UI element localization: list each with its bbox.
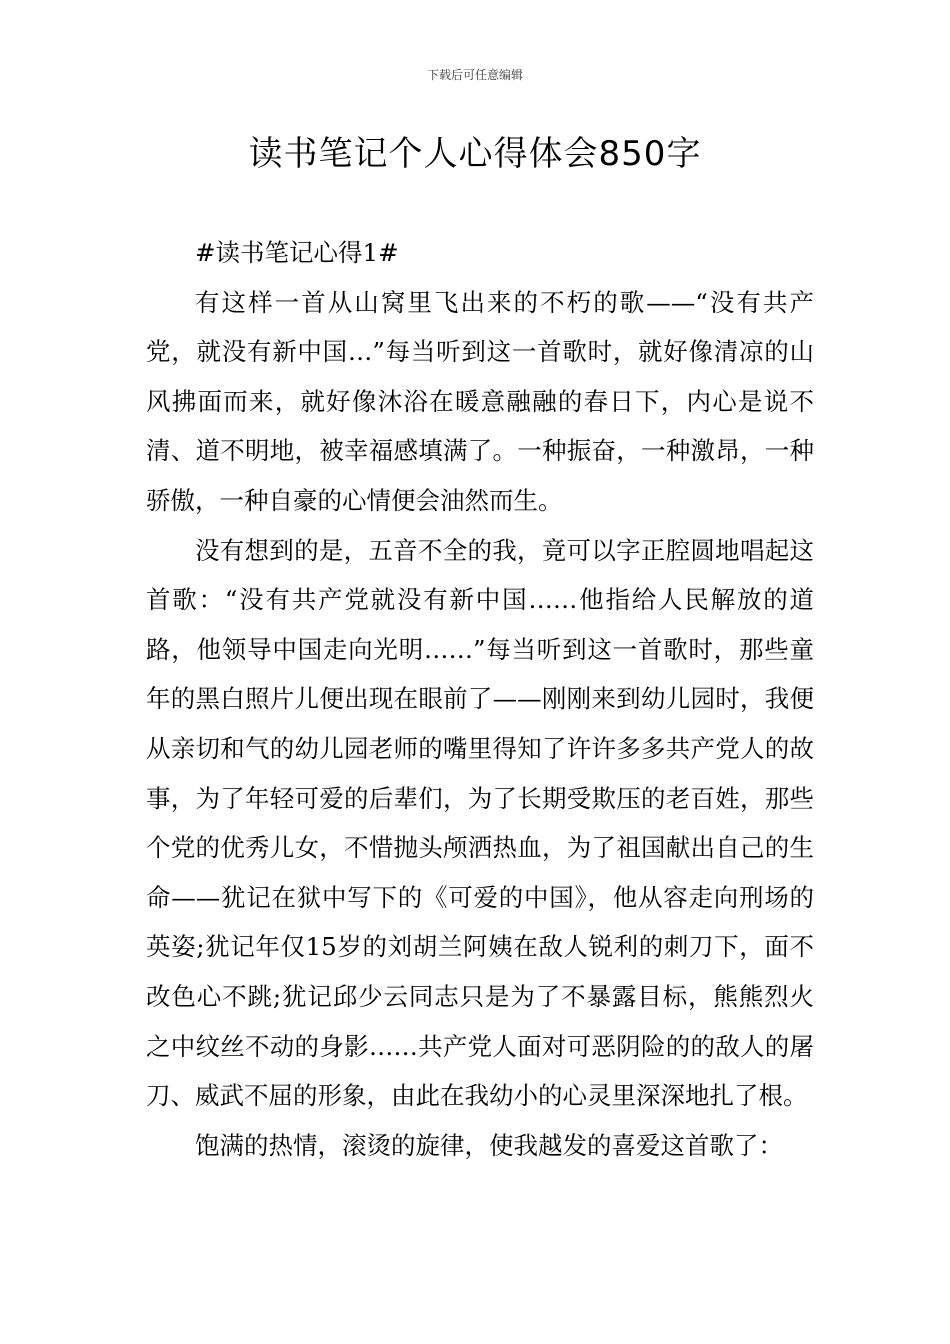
body-paragraph: 没有想到的是，五音不全的我，竟可以字正腔圆地唱起这首歌：“没有共产党就没有新中国……他指给人民解放的道路，他领导中国走向光明……”每当听到这一首歌时，那些童年的黑白照片儿便出现在眼前了——刚刚来到幼儿园时，我便从亲切和气的幼儿园老师的嘴里得知了许许多多共产党人的故事，为了年轻可爱的后辈们，为了长期受欺压的老百姓，那些个党的优秀儿女，不惜抛头颅洒热血，为了祖国献出自己的生命——犹记在狱中写下的《可爱的中国》，他从容走向刑场的英姿;犹记年仅15岁的刘胡兰阿姨在敌人锐利的刺刀下，面不改色心不跳;犹记邱少云同志只是为了不暴露目标，熊熊烈火之中纹丝不动的身影……共产党人面对可恶阴险的的敌人的屠刀、威武不屈的形象，由此在我幼小的心灵里深深地扎了根。: [146, 535, 814, 1111]
header-note: 下载后可任意编辑: [426, 68, 523, 82]
body-paragraph: 饱满的热情，滚烫的旋律，使我越发的喜爱这首歌了：: [195, 1130, 783, 1160]
document-body: [146, 228, 814, 1170]
document-title: 读书笔记个人心得体会850字: [248, 134, 702, 174]
body-paragraph: 有这样一首从山窝里飞出来的不朽的歌——“没有共产党，就没有新中国…”每当听到这一首歌时，就好像清凉的山风拂面而来，就好像沐浴在暖意融融的春日下，内心是说不清、道不明地，被幸福感填满了。一种振奋，一种激昂，一种骄傲，一种自豪的心情便会油然而生。: [146, 287, 814, 515]
section-heading: #读书笔记心得1#: [195, 238, 399, 267]
